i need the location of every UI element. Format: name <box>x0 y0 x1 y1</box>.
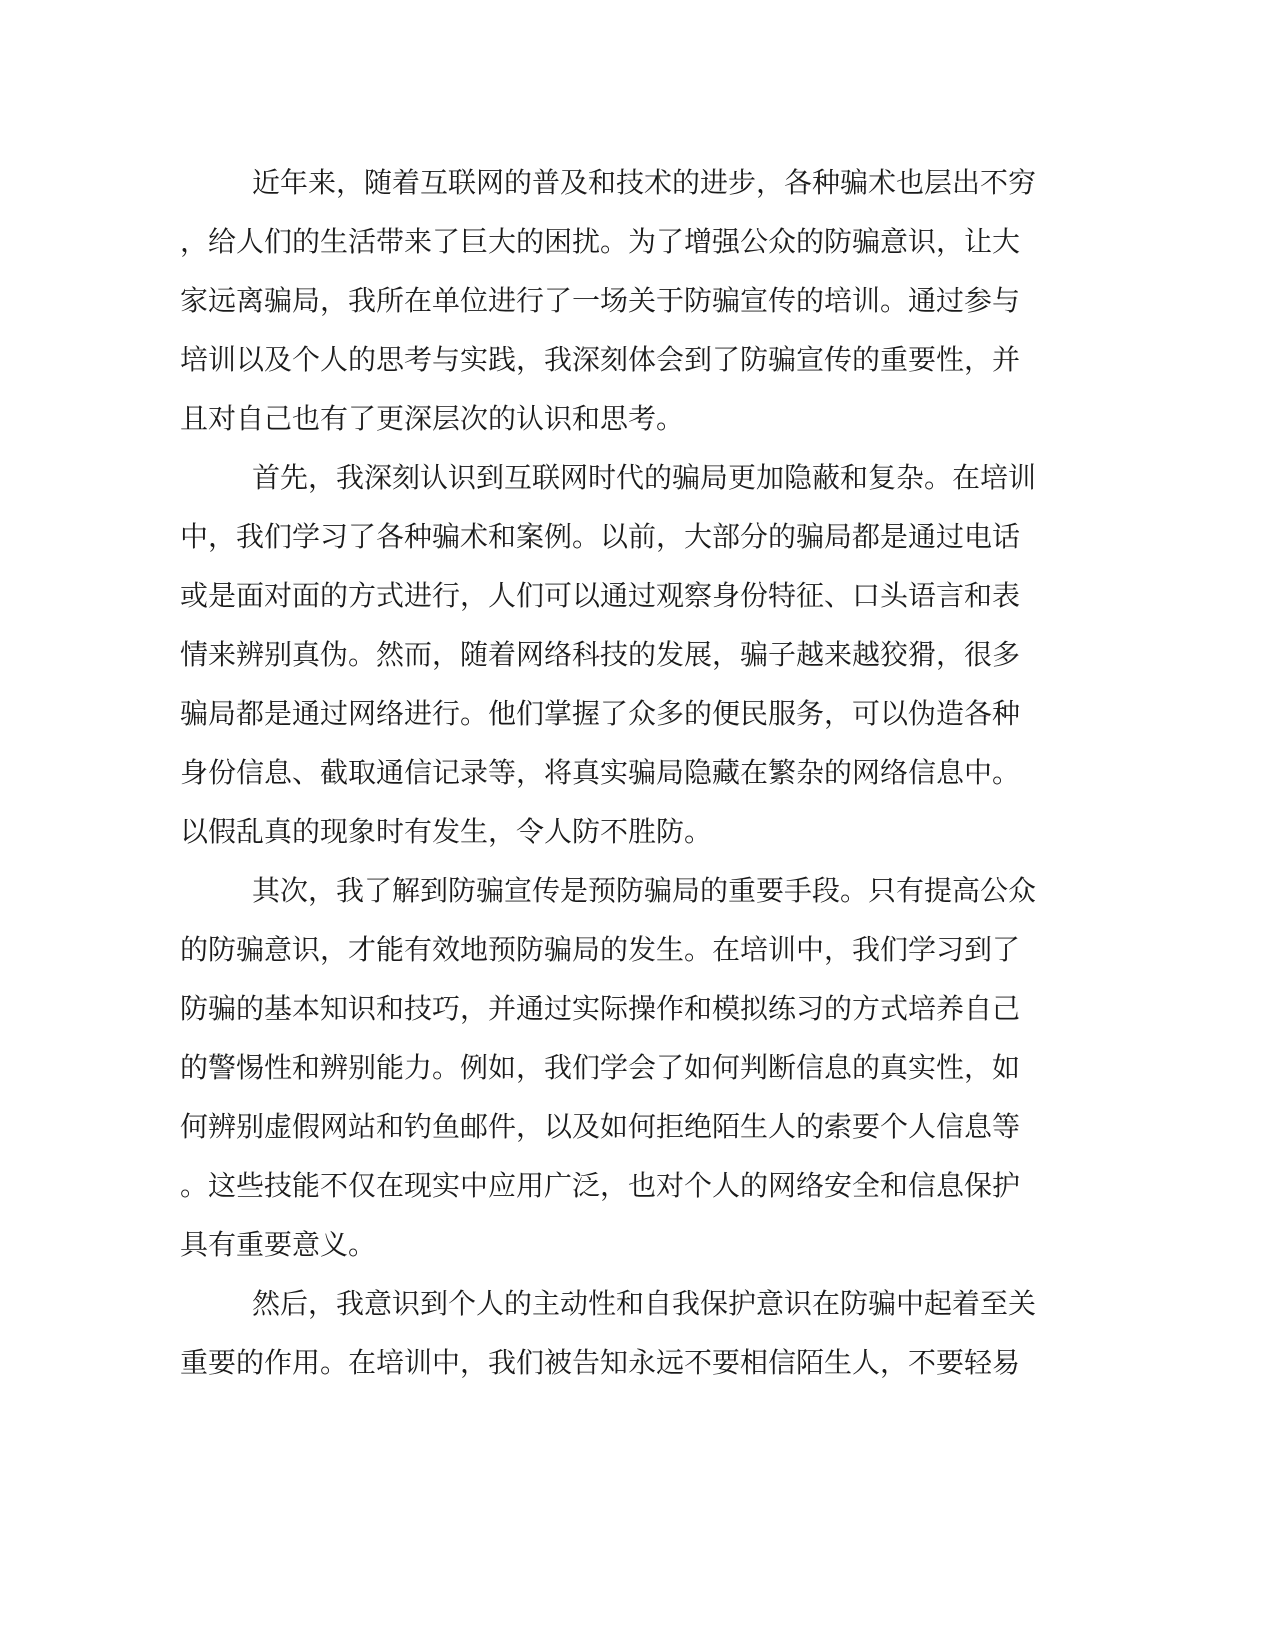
text-line: 中，我们学习了各种骗术和案例。以前，大部分的骗局都是通过电话 <box>180 520 1021 553</box>
text-line: 其次，我了解到防骗宣传是预防骗局的重要手段。只有提高公众 <box>252 874 1037 907</box>
text-line: 首先，我深刻认识到互联网时代的骗局更加隐蔽和复杂。在培训 <box>252 461 1037 494</box>
text-line: 然后，我意识到个人的主动性和自我保护意识在防骗中起着至关 <box>252 1287 1037 1320</box>
text-line: 防骗的基本知识和技巧，并通过实际操作和模拟练习的方式培养自己 <box>180 992 1021 1025</box>
text-line: ，给人们的生活带来了巨大的困扰。为了增强公众的防骗意识，让大 <box>180 225 1021 258</box>
text-line: 情来辨别真伪。然而，随着网络科技的发展，骗子越来越狡猾，很多 <box>180 638 1021 671</box>
text-line: 重要的作用。在培训中，我们被告知永远不要相信陌生人，不要轻易 <box>180 1346 1021 1379</box>
text-line: 的警惕性和辨别能力。例如，我们学会了如何判断信息的真实性，如 <box>180 1051 1021 1084</box>
text-line: 以假乱真的现象时有发生，令人防不胜防。 <box>180 815 713 848</box>
text-line: 骗局都是通过网络进行。他们掌握了众多的便民服务，可以伪造各种 <box>180 697 1021 730</box>
text-line: 培训以及个人的思考与实践，我深刻体会到了防骗宣传的重要性，并 <box>180 343 1021 376</box>
text-line: 的防骗意识，才能有效地预防骗局的发生。在培训中，我们学习到了 <box>180 933 1021 966</box>
text-line: 何辨别虚假网站和钓鱼邮件，以及如何拒绝陌生人的索要个人信息等 <box>180 1110 1021 1143</box>
text-line: 近年来，随着互联网的普及和技术的进步，各种骗术也层出不穷 <box>252 166 1037 199</box>
text-line: 具有重要意义。 <box>180 1228 377 1261</box>
text-line: 。这些技能不仅在现实中应用广泛，也对个人的网络安全和信息保护 <box>180 1169 1021 1202</box>
text-line: 身份信息、截取通信记录等，将真实骗局隐藏在繁杂的网络信息中。 <box>180 756 1021 789</box>
text-line: 或是面对面的方式进行，人们可以通过观察身份特征、口头语言和表 <box>180 579 1021 612</box>
text-line: 家远离骗局，我所在单位进行了一场关于防骗宣传的培训。通过参与 <box>180 284 1021 317</box>
text-line: 且对自己也有了更深层次的认识和思考。 <box>180 402 685 435</box>
